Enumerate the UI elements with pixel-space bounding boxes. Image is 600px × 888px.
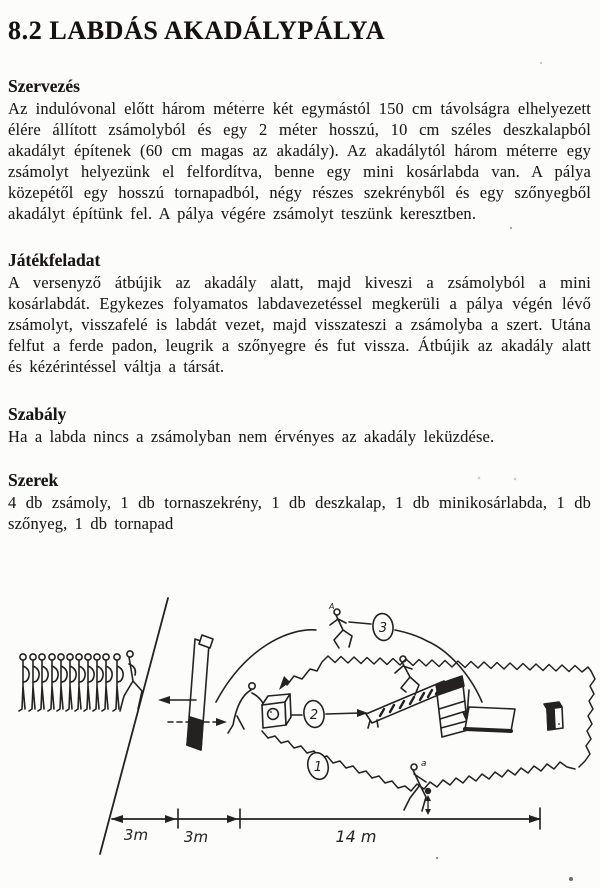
- start-line: [100, 598, 168, 854]
- section-szervezes: [8, 76, 591, 224]
- course-diagram: [0, 578, 600, 878]
- vault-box: [436, 676, 468, 737]
- section-szerek: [8, 470, 591, 534]
- scan-speckles: [0, 0, 2, 2]
- route-marker-3-label: 3: [378, 621, 388, 636]
- route-marker-1: [305, 750, 331, 781]
- end-stool: [544, 702, 563, 730]
- top-runner-figure: [328, 602, 352, 648]
- dim-label-14m: 14 m: [335, 827, 377, 846]
- section-body-szerek: 4 db zsámoly, 1 db tornaszekrény, 1 db deszkalap, 1 db minikosárlabda, 1 db szőnyeg, 1 db tornapad: [8, 493, 591, 533]
- section-body-szabaly: Ha a labda nincs a zsámolyban nem érvényes az akadály leküzdése.: [8, 427, 495, 446]
- route-marker-2: [302, 699, 326, 729]
- route-marker-1-label: 1: [313, 760, 323, 775]
- stepping-figure: [120, 651, 142, 711]
- waiting-queue-figures: [19, 651, 142, 711]
- section-body-jatekfeladat: A versenyző átbújik az akadály alatt, majd kiveszi a zsámolyból a mini kosárlabdát. Egykezes folyamatos labdavezetéssel megkerüli a pálya végén lévő zsámolyt, visszafelé is labdát vezet, majd visszateszi a zsámolyba a szert. Utána felfut a ferde padon, leugrik a szőnyegre és fut vissza. Átbújik az akadály alatt és kézérintéssel váltja a társát.: [8, 273, 591, 376]
- route-arrow-2: [326, 709, 368, 717]
- dribbler-note: a: [421, 759, 427, 769]
- bench-runner: [395, 656, 419, 695]
- section-heading-szerek: Szerek: [8, 470, 59, 490]
- obstacle-board: [187, 635, 213, 750]
- dim-label-3m-second: 3m: [183, 828, 209, 846]
- landing-mat: [465, 707, 515, 731]
- section-szabaly: [8, 404, 591, 447]
- route-marker-2-label: 2: [309, 708, 319, 723]
- ball-stool: [262, 694, 291, 728]
- player-at-ball-stool: [228, 683, 264, 733]
- top-runner-note: A: [329, 602, 335, 611]
- route-marker-3: [371, 612, 394, 641]
- section-heading-szervezes: Szervezés: [8, 76, 80, 96]
- dribbled-ball: [425, 788, 431, 794]
- path-into-stool-arrowhead: [279, 676, 290, 690]
- section-jatekfeladat: [8, 250, 591, 377]
- page-title: 8.2 LABDÁS AKADÁLYPÁLYA: [8, 16, 386, 45]
- dribbler-figure: [404, 759, 431, 815]
- section-heading-jatekfeladat: Játékfeladat: [8, 250, 101, 270]
- section-heading-szabaly: Szabály: [8, 404, 67, 424]
- dimension-line: [111, 808, 541, 846]
- dim-label-3m-first: 3m: [123, 826, 149, 844]
- section-body-szervezes: Az indulóvonal előtt három méterre két egymástól 150 cm távolságra elhelyezett élére állított zsámolyból és egy 2 méter hosszú, 10 cm széles deszkalapból akadályt építenek (60 cm magas az akadály). Az akadálytól három méterre egy zsámolyt helyezünk el felfordítva, benne egy mini kosárlabda van. A pálya közepétől egy hosszú tornapadból, négy részes szekrényből és egy szőnyegből akadályt építünk fel. A pálya végére zsámolyt teszünk keresztben.: [8, 99, 591, 223]
